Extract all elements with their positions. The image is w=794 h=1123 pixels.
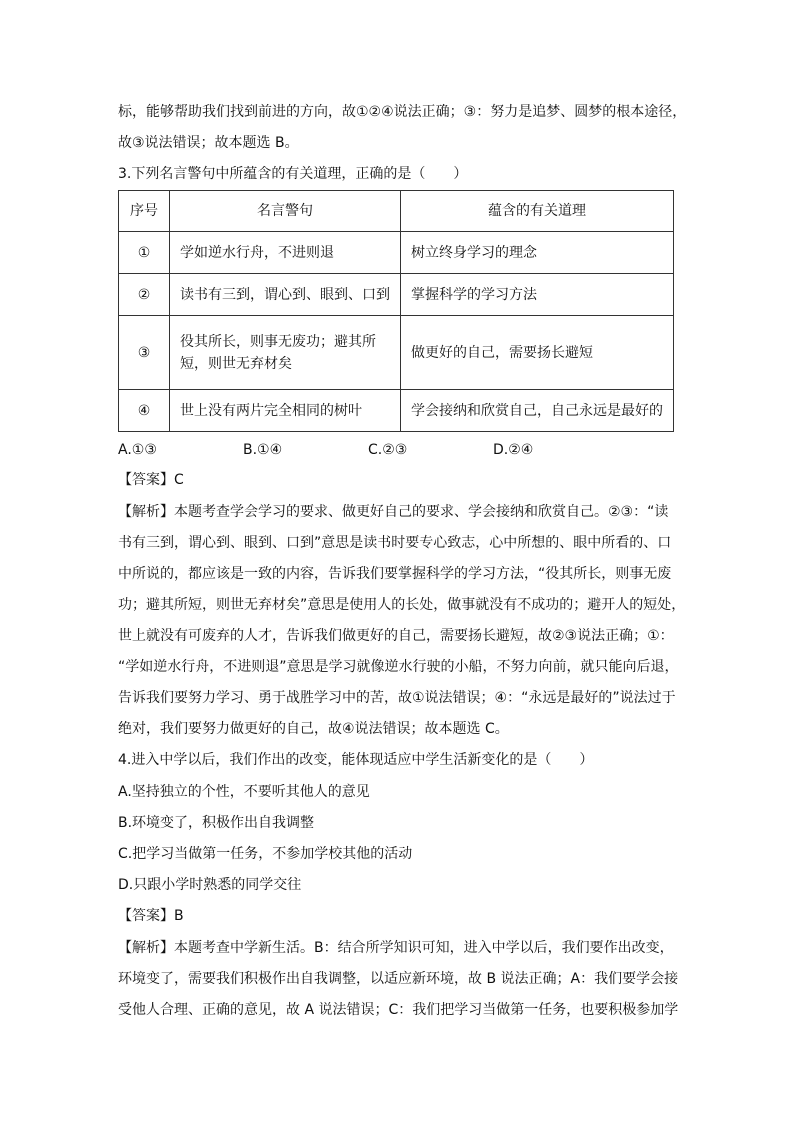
analysis-line: 中所说的，都应该是一致的内容，告诉我们要掌握科学的学习方法，“役其所长，则事无废 xyxy=(118,566,672,582)
analysis-line: 告诉我们要努力学习、勇于战胜学习中的苦，故①说法错误；④：“永远是最好的”说法过于 xyxy=(118,690,676,706)
option-a: A.①③ xyxy=(118,442,157,458)
analysis-line: 世上就没有可废弃的人才，告诉我们做更好的自己，需要扬长避短，故②③说法正确；①： xyxy=(118,628,674,644)
row-number: ② xyxy=(119,274,170,316)
analysis-line: 书有三到，谓心到、眼到、口到”意思是读书时要专心致志，心中所想的、眼中所看的、口 xyxy=(118,535,672,551)
analysis-line: 【解析】本题考查学会学习的要求、做更好自己的要求、学会接纳和欣赏自己。②③：“读 xyxy=(118,504,669,520)
table-row xyxy=(119,390,674,432)
table-row xyxy=(119,316,674,390)
analysis-line: 功；避其所短，则世无弃材矣”意思是使用人的长处，做事就没有不成功的；避开人的短处， xyxy=(118,597,686,613)
question-3-stem: 3.下列名言警句中所蕴含的有关道理，正确的是（ ） xyxy=(118,166,468,182)
table-header-row xyxy=(119,191,674,232)
row-number: ① xyxy=(119,232,170,274)
answer-label: 【答案】C xyxy=(118,472,184,488)
text-line: 故③说法错误；故本题选 B。 xyxy=(118,135,299,151)
row-meaning: 树立终身学习的理念 xyxy=(401,232,674,274)
option-c: C.把学习当做第一任务，不参加学校其他的活动 xyxy=(118,846,413,862)
option-c: C.②③ xyxy=(368,442,408,458)
analysis-line: 【解析】本题考查中学新生活。B：结合所学知识可知，进入中学以后，我们要作出改变， xyxy=(118,940,674,956)
option-a: A.坚持独立的个性，不要听其他人的意见 xyxy=(118,784,370,800)
option-d: D.只跟小学时熟悉的同学交往 xyxy=(118,877,302,893)
quotes-table xyxy=(118,190,674,432)
row-meaning: 掌握科学的学习方法 xyxy=(401,274,674,316)
text-line: 标，能够帮助我们找到前进的方向，故①②④说法正确；③：努力是追梦、圆梦的根本途径， xyxy=(118,104,687,120)
header-number: 序号 xyxy=(119,191,170,232)
row-number: ④ xyxy=(119,390,170,432)
table-row xyxy=(119,232,674,274)
header-quote: 名言警句 xyxy=(170,191,401,232)
row-meaning: 做更好的自己，需要扬长避短 xyxy=(401,316,674,390)
option-d: D.②④ xyxy=(493,442,534,458)
question-4-stem: 4.进入中学以后，我们作出的改变，能体现适应中学生活新变化的是（ ） xyxy=(118,752,594,768)
analysis-line: “学如逆水行舟，不进则退”意思是学习就像逆水行驶的小船，不努力向前，就只能向后退， xyxy=(118,659,679,675)
row-quote: 读书有三到，谓心到、眼到、口到 xyxy=(170,274,401,316)
row-quote: 世上没有两片完全相同的树叶 xyxy=(170,390,401,432)
header-meaning: 蕴含的有关道理 xyxy=(401,191,674,232)
answer-label: 【答案】B xyxy=(118,908,184,924)
row-quote: 学如逆水行舟，不进则退 xyxy=(170,232,401,274)
analysis-line: 绝对，我们要努力做更好的自己，故④说法错误；故本题选 C。 xyxy=(118,721,509,737)
option-b: B.①④ xyxy=(243,442,283,458)
analysis-line: 环境变了，需要我们积极作出自我调整，以适应新环境，故 B 说法正确；A：我们要学会接 xyxy=(118,971,679,987)
table-row xyxy=(119,274,674,316)
analysis-line: 受他人合理、正确的意见，故 A 说法错误；C：我们把学习当做第一任务，也要积极参加学 xyxy=(118,1002,679,1018)
row-meaning: 学会接纳和欣赏自己，自己永远是最好的 xyxy=(401,390,674,432)
row-number: ③ xyxy=(119,316,170,390)
row-quote: 役其所长，则事无废功；避其所短，则世无弃材矣 xyxy=(170,316,401,390)
option-b: B.环境变了，积极作出自我调整 xyxy=(118,815,315,831)
